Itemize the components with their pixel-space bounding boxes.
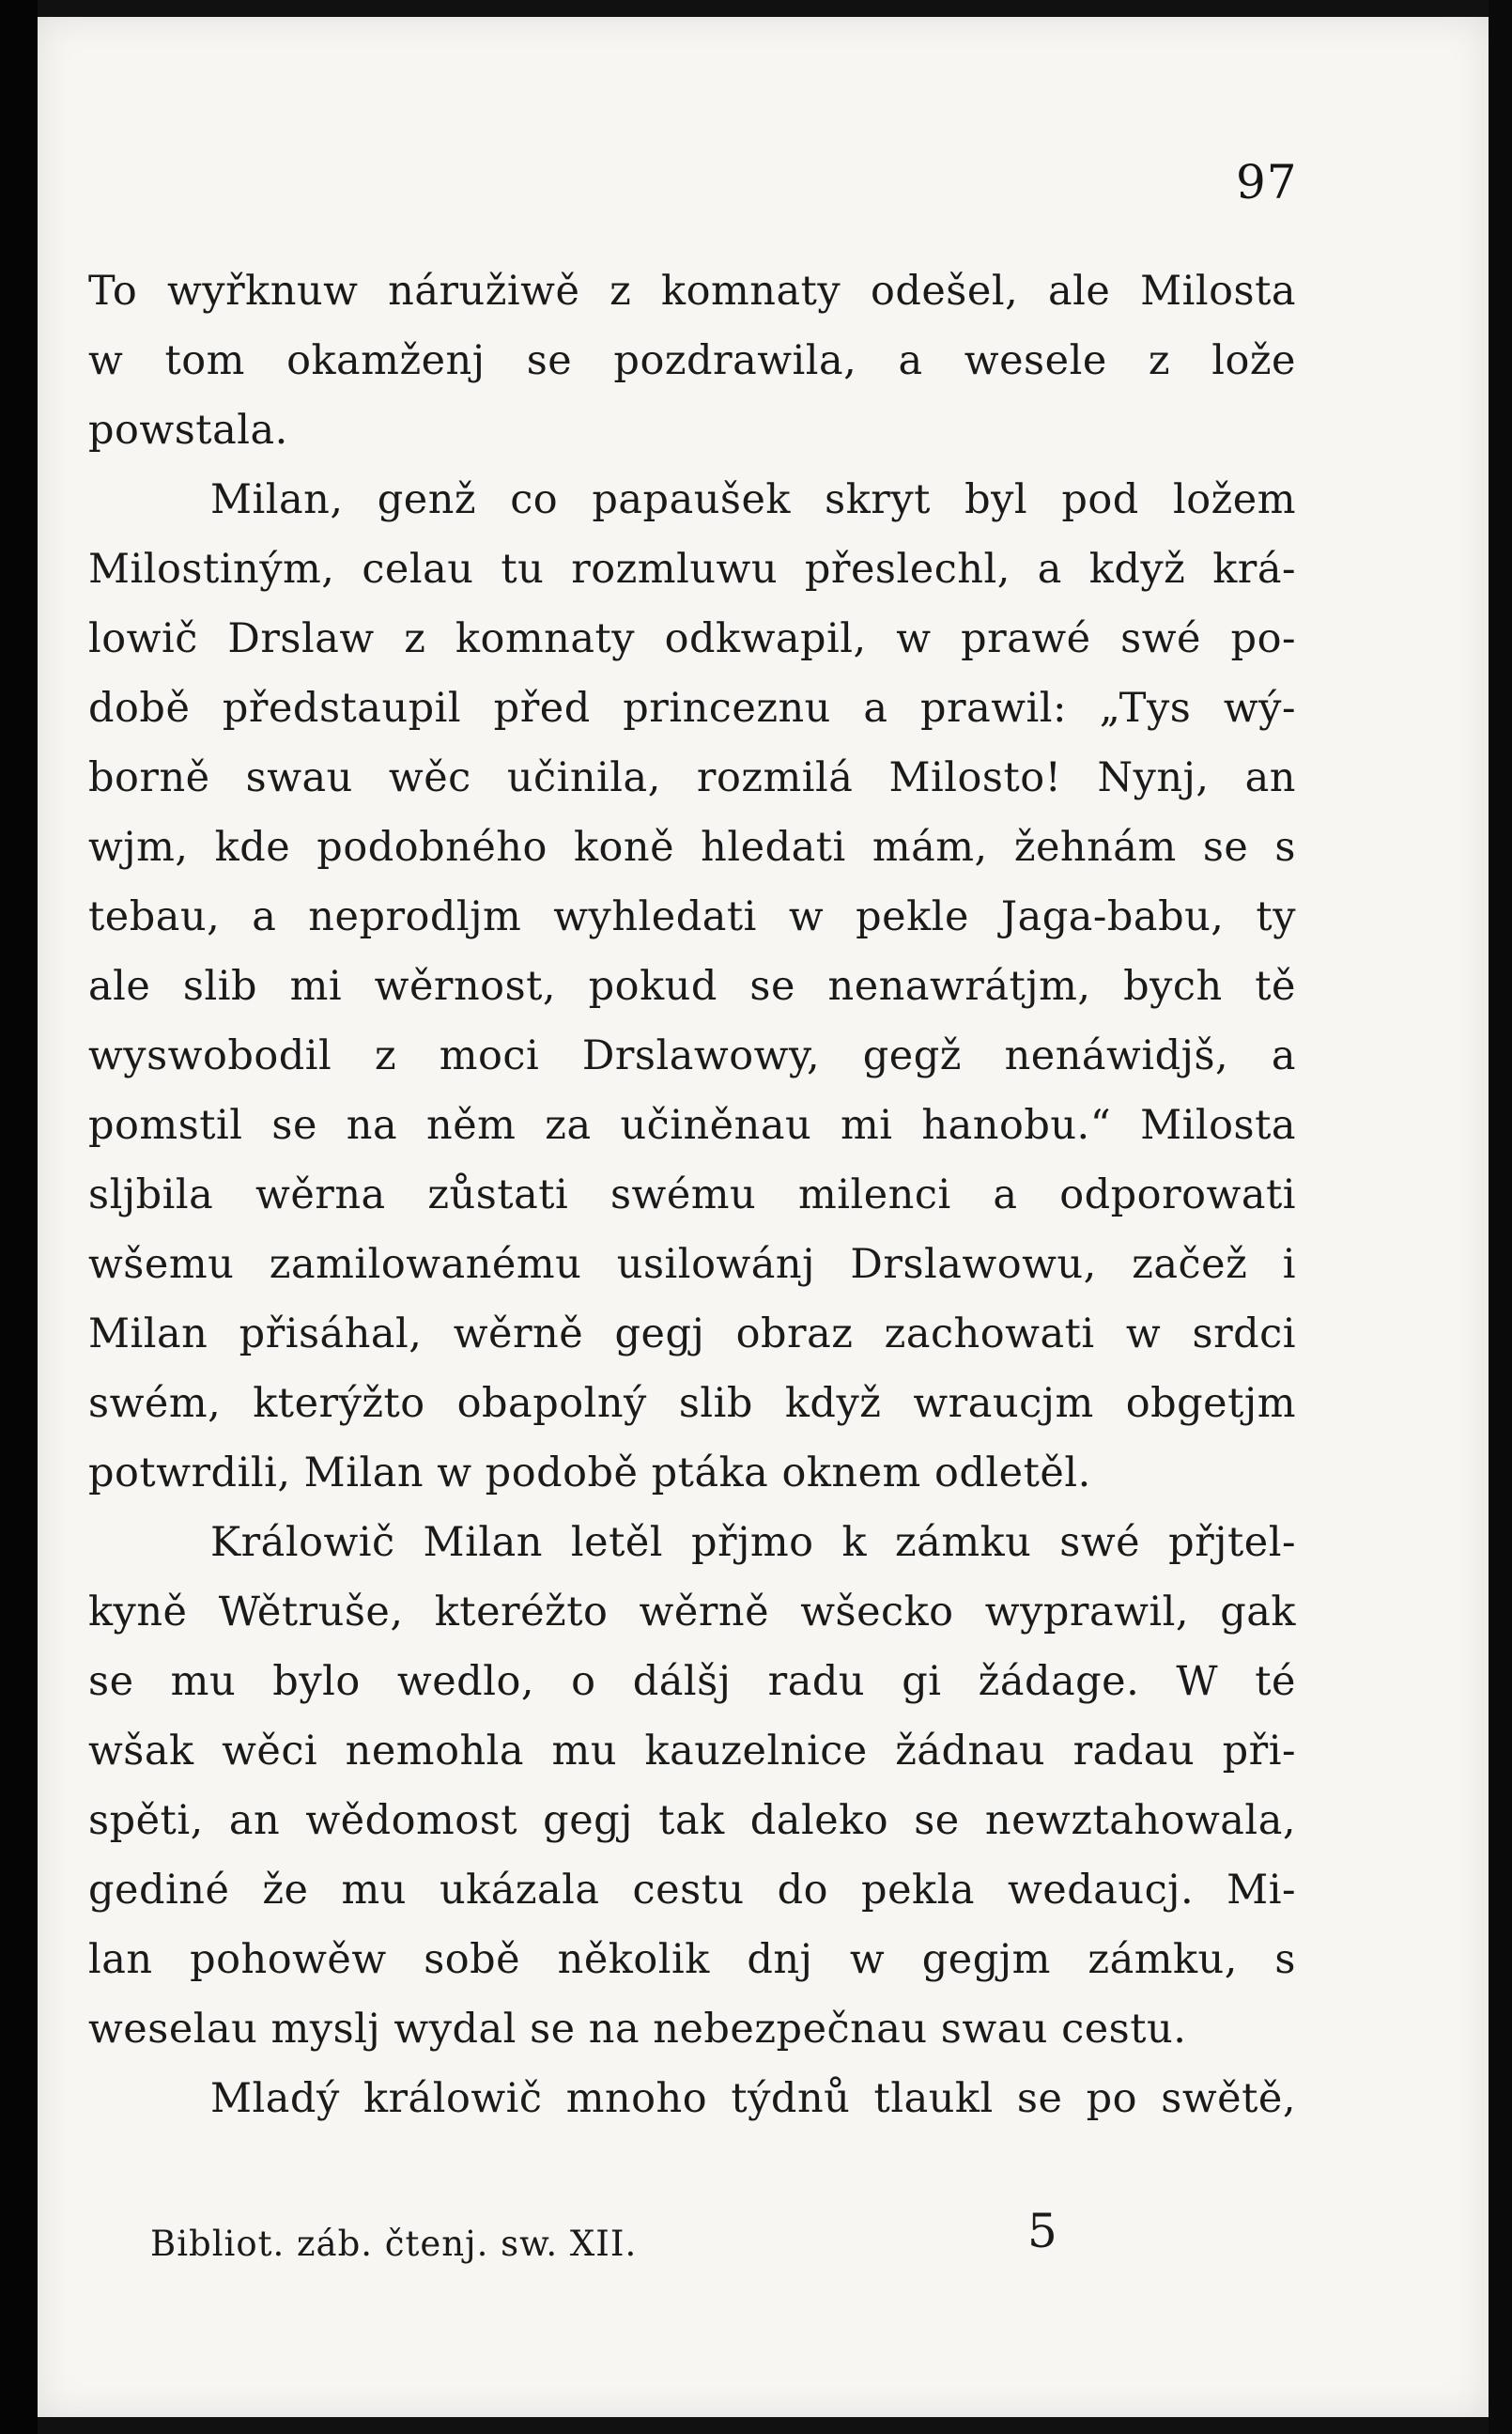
text-line: swém, kterýžto obapolný slib když wraucjm obgetjm — [88, 1380, 1296, 1427]
text-line: wjm, kde podobného koně hledati mám, žehnám se s — [88, 824, 1296, 871]
scan-left-border — [0, 0, 38, 2434]
text-line: lowič Drslaw z komnaty odkwapil, w prawé swé po- — [88, 615, 1296, 662]
text-line: wšak wěci nemohla mu kauzelnice žádnau radau při- — [88, 1728, 1296, 1775]
text-line: weselau myslj wydal se na nebezpečnau swau cestu. — [88, 2006, 1187, 2053]
footer-signature-line: Bibliot. záb. čtenj. sw. XII. — [150, 2224, 638, 2264]
printer-signature-mark: 5 — [1027, 2204, 1057, 2258]
text-line: Mladý králowič mnoho týdnů tlaukl se po swětě, — [210, 2075, 1296, 2122]
text-line: potwrdili, Milan w podobě ptáka oknem odletěl. — [88, 1450, 1091, 1496]
text-line: lan pohowěw sobě několik dnj w gegjm zámku, s — [88, 1936, 1296, 1983]
text-line: w tom okamženj se pozdrawila, a wesele z lože — [88, 337, 1296, 384]
text-line: kyně Wětruše, kteréžto wěrně wšecko wyprawil, gak — [88, 1589, 1296, 1636]
text-line: gediné že mu ukázala cestu do pekla wedaucj. Mi- — [88, 1867, 1296, 1914]
text-line: spěti, an wědomost gegj tak daleko se newztahowala, — [88, 1797, 1296, 1844]
text-line: době předstaupil před princeznu a prawil: „Tys wý- — [88, 685, 1296, 732]
text-line: wyswobodil z moci Drslawowy, gegž nenáwidjš, a — [88, 1032, 1296, 1079]
text-line: se mu bylo wedlo, o dálšj radu gi žádage. W té — [88, 1658, 1296, 1705]
text-line: Milostiným, celau tu rozmluwu přeslechl, a když krá- — [88, 546, 1296, 593]
scan-right-border — [1489, 0, 1512, 2434]
body-text — [88, 256, 1296, 2133]
text-line: powstala. — [88, 407, 288, 454]
text-line: Milan, genž co papaušek skryt byl pod ložem — [210, 476, 1296, 523]
text-line: To wyřknuw náružiwě z komnaty odešel, ale Milosta — [88, 268, 1296, 315]
text-line: pomstil se na něm za učiněnau mi hanobu.“ Milosta — [88, 1102, 1296, 1149]
text-line: ale slib mi wěrnost, pokud se nenawrátjm, bych tě — [88, 963, 1296, 1010]
text-line: Králowič Milan letěl přjmo k zámku swé přjtel- — [210, 1519, 1296, 1566]
text-line: Milan přisáhal, wěrně gegj obraz zachowati w srdci — [88, 1310, 1296, 1357]
text-line: sljbila wěrna zůstati swému milenci a odporowati — [88, 1171, 1296, 1218]
text-line: tebau, a neprodljm wyhledati w pekle Jaga-babu, ty — [88, 893, 1296, 940]
text-line: wšemu zamilowanému usilowánj Drslawowu, začež i — [88, 1241, 1296, 1288]
text-line: borně swau wěc učinila, rozmilá Milosto! Nynj, an — [88, 754, 1296, 801]
page-number: 97 — [1236, 155, 1298, 209]
